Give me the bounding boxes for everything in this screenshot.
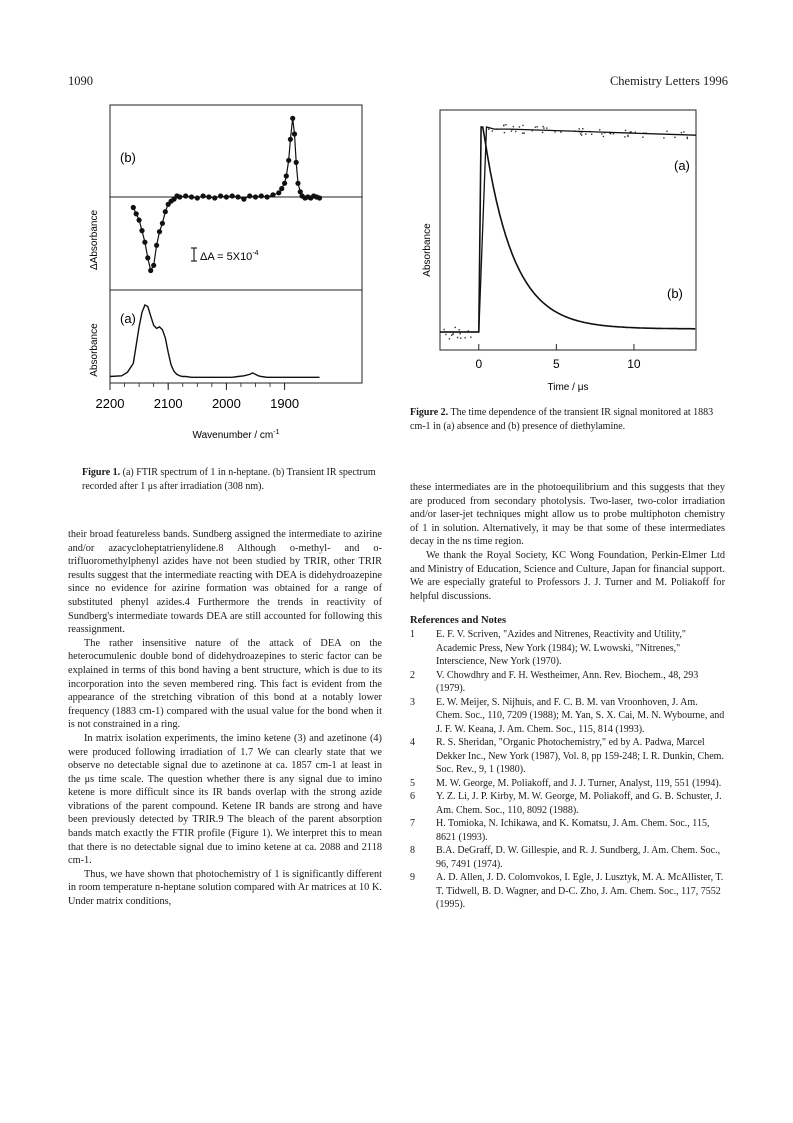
left-column <box>68 528 382 909</box>
reference-text: B.A. DeGraff, D. W. Gillespie, and R. J. Sundberg, J. Am. Chem. Soc., 96, 7491 (1974). <box>436 845 721 870</box>
noise-point <box>451 335 452 336</box>
noise-point <box>537 126 538 127</box>
figure-1-caption <box>82 466 382 493</box>
noise-point <box>599 129 600 130</box>
paragraph: these intermediates are in the photoequilibrium and this suggests that they are produced from secondary photolysis. Two-laser, two-color irradiation and/or laser-jet techniques might allow us to probe multiphoton chemistry of 1 in solution. Alternatively, it may be that some of these intermediates decay in the ns time region. <box>410 482 725 548</box>
noise-point <box>666 131 667 132</box>
reference-item: 9 A. D. Allen, J. D. Colomvokos, I. Egle, J. Lusztyk, M. A. McAllister, T. T. Tidwell, B. D. Wagner, and D-C. Zho, J. Am. Chem. Soc., 117, 7552 (1995). <box>410 872 724 911</box>
reference-item: 2 V. Chowdhry and F. H. Westheimer, Ann. Rev. Biochem., 48, 293 (1979). <box>410 669 699 695</box>
x-axis-ticks <box>475 344 640 371</box>
x-axis-ticks <box>96 383 300 411</box>
noise-point <box>627 135 628 136</box>
noise-point <box>515 131 516 132</box>
data-point <box>247 193 252 198</box>
reference-item: 5 M. W. George, M. Poliakoff, and J. J. Turner, Analyst, 119, 551 (1994). <box>410 777 722 789</box>
reference-text: E. W. Meijer, S. Nijhuis, and F. C. B. M. van Vroonhoven, J. Am. Chem. Soc., 110, 7209 (1988); M. Yan, S. X. Cai, M. N. Wybourne, and J. F. W. Keana, J. Am. Chem. Soc., 115, 814 (1993). <box>436 696 725 735</box>
trace-a-label: (a) <box>674 158 690 173</box>
noise-point <box>535 127 536 128</box>
panel-a-label: (a) <box>120 311 136 326</box>
noise-point <box>542 126 543 127</box>
data-point <box>317 195 322 200</box>
data-point <box>284 173 289 178</box>
x-axis-label: Wavenumber / cm <box>192 430 274 441</box>
noise-point <box>460 338 461 339</box>
x-axis-label-exponent: -1 <box>273 429 280 436</box>
noise-point <box>519 126 520 127</box>
reference-item: 1 E. F. V. Scriven, "Azides and Nitrenes, Reactivity and Utility," Academic Press, New York (1984); W. Lwowski, "Nitrenes," Interscience, New York (1970). <box>410 629 686 668</box>
data-point <box>157 229 162 234</box>
noise-point <box>443 329 444 330</box>
panel-b-label: (b) <box>120 150 136 165</box>
data-point <box>241 197 246 202</box>
data-point <box>212 195 217 200</box>
data-point <box>224 194 229 199</box>
x-tick-label: 2100 <box>153 396 183 411</box>
data-point <box>201 193 206 198</box>
noise-point <box>524 133 525 134</box>
acknowledgment: We thank the Royal Society, KC Wong Foundation, Perkin-Elmer Ltd and Ministry of Education, Science and Culture, Japan for financial support. We are especially grateful to Professors J. J. Turner and M. Poliakoff for helpful discussions. <box>410 549 725 602</box>
reference-text: E. F. V. Scriven, "Azides and Nitrenes, Reactivity and Utility," Academic Press, New York (1984); W. Lwowski, "Nitrenes," Interscience, New York (1970). <box>436 629 686 668</box>
noise-point <box>464 337 465 338</box>
data-point <box>206 194 211 199</box>
page-number: 1090 <box>68 74 93 88</box>
data-point <box>139 228 144 233</box>
figure-1-caption-label: Figure 1. <box>82 467 121 478</box>
noise-point <box>601 133 602 134</box>
data-point <box>163 209 168 214</box>
data-point <box>259 193 264 198</box>
noise-point <box>591 134 592 135</box>
noise-point <box>625 130 626 131</box>
data-point <box>288 137 293 142</box>
noise-point <box>624 136 625 137</box>
data-point <box>145 255 150 260</box>
figure-1 <box>82 100 382 445</box>
data-point <box>148 268 153 273</box>
series-line-a <box>110 305 320 377</box>
data-point <box>276 190 281 195</box>
scale-bar <box>191 248 259 263</box>
noise-point <box>470 337 471 338</box>
data-point <box>218 193 223 198</box>
noise-point <box>630 131 631 132</box>
x-tick-label: 5 <box>553 357 560 371</box>
y-axis-label-bottom: Absorbance <box>89 323 100 377</box>
svg-text:Wavenumber / cm-1 <box>193 429 280 441</box>
x-axis-label: Time / μs <box>547 382 589 393</box>
figure-2-caption <box>410 406 725 433</box>
noise-point <box>580 133 581 134</box>
data-point <box>294 160 299 165</box>
y-axis-label: Absorbance <box>422 223 433 277</box>
noise-point <box>459 329 460 330</box>
series-line-b <box>440 127 695 332</box>
noise-point <box>542 132 543 133</box>
paragraph: their broad featureless bands. Sundberg assigned the intermediate to azirine and/or azacycloheptatrienylidene.8 Although o-methyl- and o-trifluoromethylphenyl azides have not been studied by TRIR, other TRIR results suggest that the intermediate reacting with DEA is didehydroazepine since no evidence for azirine formation was obtained for a range of substituted phenyl azides.4 Furthermore the trends in reactivity of Sundberg's intermediate towards DEA are still accounted for following this reassignment. <box>68 529 382 636</box>
data-point <box>142 240 147 245</box>
data-point <box>265 194 270 199</box>
data-point <box>151 263 156 268</box>
journal-title: Chemistry Letters 1996 <box>609 74 728 88</box>
data-point <box>131 205 136 210</box>
reference-item: 4 R. S. Sheridan, "Organic Photochemistry," ed by A. Padwa, Marcel Dekker Inc., New York (1987), Vol. 8, pp 159-248; I. R. Dunkin, Chem. Soc. Rev., 9, 1 (1980). <box>410 737 724 776</box>
trace-b-label: (b) <box>667 286 683 301</box>
data-point <box>137 218 142 223</box>
reference-item: 6 Y. Z. Li, J. P. Kirby, M. W. George, M. Poliakoff, and G. B. Schuster, J. Am. Chem. Soc., 110, 8092 (1988). <box>410 791 722 816</box>
data-point <box>295 181 300 186</box>
noise-point <box>492 130 493 131</box>
noise-point <box>543 127 544 128</box>
x-tick-label: 2000 <box>211 396 241 411</box>
noise-point <box>457 337 458 338</box>
figure-2-caption-label: Figure 2. <box>410 407 449 418</box>
svg-text:ΔA = 5X10-4 <box>200 250 259 263</box>
data-point <box>270 192 275 197</box>
noise-point <box>546 127 547 128</box>
x-tick-label: 10 <box>627 357 641 371</box>
references-heading: References and Notes <box>410 615 507 627</box>
data-point <box>290 116 295 121</box>
noise-point <box>663 137 664 138</box>
noise-point <box>579 128 580 129</box>
figure-1-frame <box>110 105 362 383</box>
noise-point <box>674 137 675 138</box>
y-axis-label-top: ΔAbsorbance <box>89 209 100 271</box>
reference-text: M. W. George, M. Poliakoff, and J. J. Turner, Analyst, 119, 551 (1994). <box>436 777 722 789</box>
reference-item: 3 E. W. Meijer, S. Nijhuis, and F. C. B. M. van Vroonhoven, J. Am. Chem. Soc., 110, 7209 (1988); M. Yan, S. X. Cai, M. N. Wybourne, and J. F. W. Keana, J. Am. Chem. Soc., 115, 814 (1993). <box>410 696 725 735</box>
data-point <box>195 195 200 200</box>
data-point <box>154 243 159 248</box>
noise-point <box>505 124 506 125</box>
figure-2-caption-text: The time dependence of the transient IR signal monitored at 1883 cm-1 in (a) absence and (b) presence of diethylamine. <box>410 407 714 432</box>
noise-point <box>522 133 523 134</box>
data-point <box>279 186 284 191</box>
noise-point <box>642 137 643 138</box>
reference-text: H. Tomioka, N. Ichikawa, and K. Komatsu, J. Am. Chem. Soc., 115, 8621 (1993). <box>436 818 710 843</box>
reference-text: V. Chowdhry and F. H. Westheimer, Ann. Rev. Biochem., 48, 293 (1979). <box>436 669 699 695</box>
reference-text: Y. Z. Li, J. P. Kirby, M. W. George, M. Poliakoff, and G. B. Schuster, J. Am. Chem. Soc., 110, 8092 (1988). <box>436 791 722 816</box>
data-point <box>282 181 287 186</box>
noise-point <box>504 132 505 133</box>
data-point <box>286 158 291 163</box>
noise-point <box>585 133 586 134</box>
noise-point <box>488 129 489 130</box>
reference-text: R. S. Sheridan, "Organic Photochemistry," ed by A. Padwa, Marcel Dekker Inc., New York (1987), Vol. 8, pp 159-248; I. R. Dunkin, Chem. Soc. Rev., 9, 1 (1980). <box>436 737 724 776</box>
noise-point <box>683 131 684 132</box>
scale-bar-text: ΔA = 5X10 <box>200 251 253 263</box>
paragraph: Thus, we have shown that photochemistry of 1 is significantly different in room temperature n-heptane solution compared with Ar matrices at 10 K. Under matrix conditions, <box>68 868 382 908</box>
noise-point <box>459 333 460 334</box>
noise-point <box>445 334 446 335</box>
series-points-b <box>131 116 322 273</box>
figure-1-caption-text: (a) FTIR spectrum of 1 in n-heptane. (b) Transient IR spectrum recorded after 1 μs after irradiation (308 nm). <box>82 467 376 492</box>
noise-point <box>603 136 604 137</box>
data-point <box>177 194 182 199</box>
right-column <box>410 481 725 912</box>
data-point <box>253 194 258 199</box>
noise-point <box>560 132 561 133</box>
noise-point <box>582 128 583 129</box>
noise-point <box>503 125 504 126</box>
data-point <box>183 193 188 198</box>
noise-point <box>687 137 688 138</box>
data-point <box>235 194 240 199</box>
data-point <box>160 221 165 226</box>
noise-point <box>452 334 453 335</box>
noise-point <box>522 125 523 126</box>
reference-list <box>410 628 725 912</box>
reference-text: A. D. Allen, J. D. Colomvokos, I. Egle, J. Lusztyk, M. A. McAllister, T. T. Tidwell, B. D. Wagner, and D-C. Zho, J. Am. Chem. Soc., 117, 7552 (1995). <box>436 872 724 911</box>
x-tick-label: 1900 <box>270 396 300 411</box>
paragraph: The rather insensitive nature of the attack of DEA on the heterocumulenic double bond of didehydroazepines to steric factor can be explained in terms of this bond having a bent structure, which is due to its incorporation into the seven membered ring. This fact is evident from the appearance of the stretching vibration of this bond at a notably lower frequency (1883 cm-1) compared with the usual value for the bond when it is not constrained in a ring. <box>68 637 382 731</box>
noise-point <box>554 131 555 132</box>
noise-point <box>613 133 614 134</box>
reference-item: 8 B.A. DeGraff, D. W. Gillespie, and R. J. Sundberg, J. Am. Chem. Soc., 96, 7491 (1974). <box>410 845 721 870</box>
reference-item: 7 H. Tomioka, N. Ichikawa, and K. Komatsu, J. Am. Chem. Soc., 115, 8621 (1993). <box>410 818 710 843</box>
noise-point <box>511 130 512 131</box>
noise-point <box>581 134 582 135</box>
figure-2 <box>418 100 718 400</box>
data-point <box>134 211 139 216</box>
noise-point <box>449 338 450 339</box>
data-point <box>230 193 235 198</box>
noise-point <box>513 126 514 127</box>
scale-bar-exponent: -4 <box>252 250 259 257</box>
x-tick-label: 0 <box>475 357 483 371</box>
data-point <box>189 194 194 199</box>
data-point <box>292 131 297 136</box>
noise-point <box>455 327 456 328</box>
paragraph: In matrix isolation experiments, the imino ketene (3) and azetinone (4) were produced following irradiation of 1.7 We can clearly state that we observe no detectable signal due to azetinone at ca. 1857 cm-1 at least in the μs time scale. The question whether there is any signal due to imino ketene is more difficult since its IR bands overlap with the strong azide vibrations of the parent compound. Ketene IR bands are strong and have been previously detected by TRIR.9 The bleach of the parent absorption bands match exactly the FTIR profile (Figure 1). We interpret this to mean that there is no detectable signal due to imino ketene at ca. 2088 and 2118 cm-1. <box>68 732 382 867</box>
x-tick-label: 2200 <box>95 396 125 411</box>
noise-point <box>681 132 682 133</box>
